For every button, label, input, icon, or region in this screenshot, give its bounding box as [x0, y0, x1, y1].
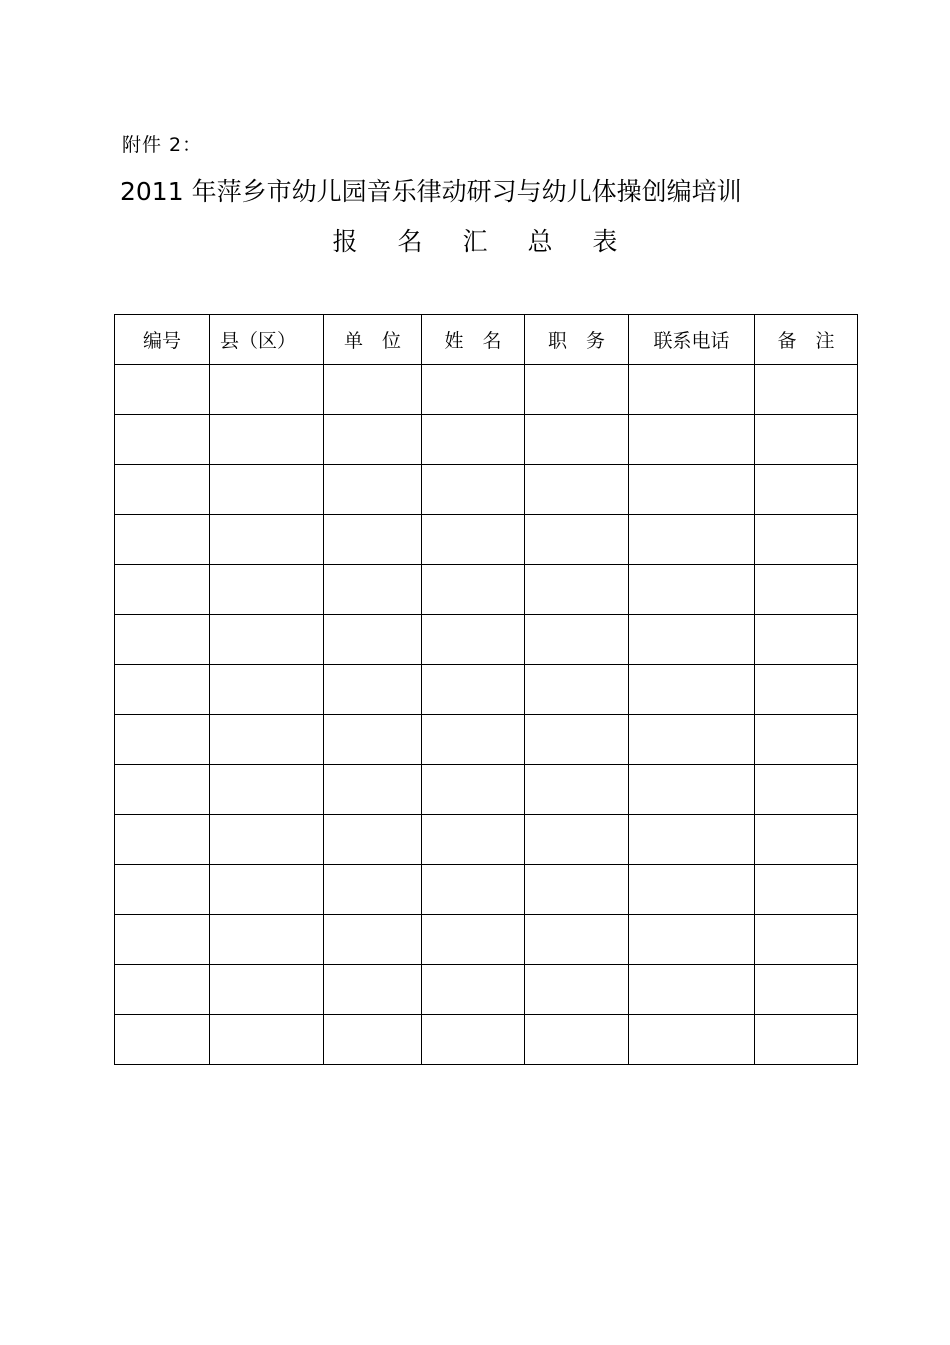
table-cell[interactable] — [755, 665, 858, 715]
table-cell[interactable] — [324, 415, 422, 465]
table-cell[interactable] — [324, 615, 422, 665]
table-cell[interactable] — [210, 965, 324, 1015]
column-header-position: 职 务 — [525, 315, 629, 365]
table-cell[interactable] — [629, 515, 755, 565]
table-cell[interactable] — [210, 565, 324, 615]
table-cell[interactable] — [525, 665, 629, 715]
table-cell[interactable] — [525, 915, 629, 965]
subtitle-char: 表 — [592, 227, 618, 256]
table-cell[interactable] — [324, 515, 422, 565]
table-cell[interactable] — [755, 565, 858, 615]
table-cell[interactable] — [755, 715, 858, 765]
table-cell[interactable] — [629, 865, 755, 915]
table-cell[interactable] — [629, 915, 755, 965]
table-cell[interactable] — [210, 1015, 324, 1065]
table-cell[interactable] — [755, 415, 858, 465]
column-header-name: 姓 名 — [422, 315, 525, 365]
table-cell[interactable] — [629, 465, 755, 515]
table-cell[interactable] — [422, 815, 525, 865]
table-cell[interactable] — [115, 515, 210, 565]
table-cell[interactable] — [755, 615, 858, 665]
table-cell[interactable] — [422, 615, 525, 665]
table-cell[interactable] — [525, 565, 629, 615]
table-cell[interactable] — [629, 665, 755, 715]
table-cell[interactable] — [629, 815, 755, 865]
table-row — [115, 1015, 858, 1065]
table-cell[interactable] — [755, 465, 858, 515]
table-cell[interactable] — [629, 1015, 755, 1065]
table-cell[interactable] — [422, 465, 525, 515]
table-row — [115, 365, 858, 415]
table-row — [115, 515, 858, 565]
table-header-row — [115, 315, 858, 365]
subtitle-char: 汇 — [462, 227, 488, 256]
table-cell[interactable] — [324, 465, 422, 515]
table-cell[interactable] — [422, 365, 525, 415]
subtitle-char: 报 — [332, 227, 358, 256]
table-cell[interactable] — [422, 415, 525, 465]
table-cell[interactable] — [324, 765, 422, 815]
table-cell[interactable] — [324, 1015, 422, 1065]
table-cell[interactable] — [210, 365, 324, 415]
table-cell[interactable] — [210, 515, 324, 565]
table-cell[interactable] — [115, 615, 210, 665]
table-cell[interactable] — [525, 1015, 629, 1065]
table-row — [115, 865, 858, 915]
table-cell[interactable] — [324, 565, 422, 615]
table-cell[interactable] — [210, 715, 324, 765]
table-cell[interactable] — [324, 365, 422, 415]
table-cell[interactable] — [422, 865, 525, 915]
table-cell[interactable] — [525, 865, 629, 915]
subtitle-char: 总 — [527, 227, 553, 256]
table-cell[interactable] — [755, 1015, 858, 1065]
document-title: 2011 年萍乡市幼儿园音乐律动研习与幼儿体操创编培训 — [120, 177, 742, 206]
table-row — [115, 615, 858, 665]
table-cell[interactable] — [422, 965, 525, 1015]
table-row — [115, 815, 858, 865]
table-cell[interactable] — [629, 715, 755, 765]
table-cell[interactable] — [525, 465, 629, 515]
table-cell[interactable] — [629, 365, 755, 415]
table-row — [115, 565, 858, 615]
table-cell[interactable] — [115, 865, 210, 915]
table-row — [115, 465, 858, 515]
table-cell[interactable] — [755, 515, 858, 565]
table-cell[interactable] — [115, 765, 210, 815]
table-row — [115, 915, 858, 965]
column-header-phone: 联系电话 — [629, 315, 755, 365]
table-cell[interactable] — [755, 815, 858, 865]
table-cell[interactable] — [422, 915, 525, 965]
table-cell[interactable] — [115, 715, 210, 765]
table-cell[interactable] — [525, 515, 629, 565]
table-cell[interactable] — [324, 865, 422, 915]
table-cell[interactable] — [210, 915, 324, 965]
table-cell[interactable] — [115, 965, 210, 1015]
registration-table — [114, 314, 858, 1065]
table-cell[interactable] — [210, 865, 324, 915]
table-cell[interactable] — [755, 365, 858, 415]
table-cell[interactable] — [525, 415, 629, 465]
column-header-remarks: 备 注 — [755, 315, 858, 365]
table-row — [115, 415, 858, 465]
table-cell[interactable] — [525, 615, 629, 665]
table-cell[interactable] — [210, 665, 324, 715]
table-cell[interactable] — [525, 765, 629, 815]
table-cell[interactable] — [422, 715, 525, 765]
table-cell[interactable] — [210, 415, 324, 465]
table-cell[interactable] — [422, 765, 525, 815]
table-cell[interactable] — [115, 915, 210, 965]
table-row — [115, 765, 858, 815]
table-cell[interactable] — [324, 965, 422, 1015]
table-cell[interactable] — [324, 915, 422, 965]
table-cell[interactable] — [525, 715, 629, 765]
table-cell[interactable] — [115, 365, 210, 415]
table-body — [115, 365, 858, 1065]
table-cell[interactable] — [755, 965, 858, 1015]
table-cell[interactable] — [422, 565, 525, 615]
table-cell[interactable] — [525, 965, 629, 1015]
table-cell[interactable] — [629, 415, 755, 465]
table-cell[interactable] — [629, 615, 755, 665]
table-cell[interactable] — [324, 715, 422, 765]
table-cell[interactable] — [210, 765, 324, 815]
table-cell[interactable] — [324, 665, 422, 715]
table-row — [115, 965, 858, 1015]
table-cell[interactable] — [115, 815, 210, 865]
table-cell[interactable] — [525, 365, 629, 415]
table-cell[interactable] — [755, 915, 858, 965]
table-cell[interactable] — [115, 415, 210, 465]
table-cell[interactable] — [210, 615, 324, 665]
table-cell[interactable] — [324, 815, 422, 865]
table-cell[interactable] — [210, 465, 324, 515]
table-cell[interactable] — [629, 765, 755, 815]
table-cell[interactable] — [422, 515, 525, 565]
table-cell[interactable] — [755, 765, 858, 815]
column-header-county: 县（区） — [210, 315, 324, 365]
table-cell[interactable] — [210, 815, 324, 865]
table-cell[interactable] — [115, 665, 210, 715]
attachment-label: 附件 2： — [122, 134, 203, 156]
table-row — [115, 665, 858, 715]
table-row — [115, 715, 858, 765]
table-cell[interactable] — [525, 815, 629, 865]
table-cell[interactable] — [422, 665, 525, 715]
table-cell[interactable] — [115, 465, 210, 515]
table-cell[interactable] — [755, 865, 858, 915]
table-cell[interactable] — [422, 1015, 525, 1065]
column-header-unit: 单 位 — [324, 315, 422, 365]
column-header-number: 编号 — [115, 315, 210, 365]
table-cell[interactable] — [115, 1015, 210, 1065]
table-cell[interactable] — [115, 565, 210, 615]
document-subtitle — [0, 222, 950, 258]
table-cell[interactable] — [629, 565, 755, 615]
subtitle-char: 名 — [397, 227, 423, 256]
table-cell[interactable] — [629, 965, 755, 1015]
